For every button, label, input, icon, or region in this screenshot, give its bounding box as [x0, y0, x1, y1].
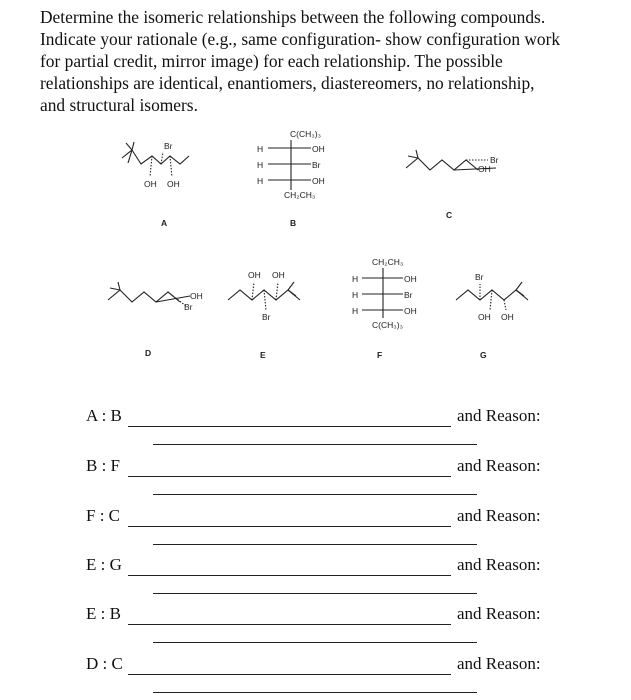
reason-blank[interactable]: [153, 692, 477, 693]
b-h3: H: [257, 176, 264, 186]
f-g2: Br: [404, 290, 413, 300]
question-line: Indicate your rationale (e.g., same configuration- show configuration work: [40, 29, 561, 49]
compound-f-label: F: [377, 350, 383, 360]
f-bottom-group: C(CH₃)₃: [372, 320, 403, 330]
relationship-blank[interactable]: [128, 674, 451, 675]
relationship-blank[interactable]: [128, 476, 451, 477]
c-oh-label: OH: [478, 164, 491, 174]
relationship-blank[interactable]: [128, 624, 451, 625]
question-line: Determine the isomeric relationships between the following compounds.: [40, 7, 546, 27]
a-br-label: Br: [164, 141, 173, 151]
reason-label: and Reason:: [457, 506, 541, 525]
question-line: relationships are identical, enantiomers, diastereomers, no relationship,: [40, 73, 535, 93]
answer-row: [0, 604, 631, 644]
g-br-label: Br: [475, 272, 484, 282]
b-h1: H: [257, 144, 264, 154]
reason-label: and Reason:: [457, 456, 541, 475]
question-line: for partial credit, mirror image) for each relationship. The possible: [40, 51, 503, 71]
pair-label: F : C: [86, 506, 121, 525]
f-g1: OH: [404, 274, 417, 284]
reason-blank[interactable]: [153, 494, 477, 495]
b-g1: OH: [312, 144, 325, 154]
reason-label: and Reason:: [457, 654, 541, 673]
compound-d-label: D: [145, 348, 152, 358]
b-g2: Br: [312, 160, 321, 170]
compound-e-label: E: [260, 350, 266, 360]
reason-blank[interactable]: [153, 593, 477, 594]
compound-b-label: B: [290, 218, 297, 228]
compound-e-structure: [228, 282, 300, 310]
a-oh2-label: OH: [167, 179, 180, 189]
reason-label: and Reason:: [457, 604, 541, 623]
f-h2: H: [352, 290, 359, 300]
g-oh1-label: OH: [478, 312, 491, 322]
pair-label: A : B: [86, 406, 122, 425]
d-br-label: Br: [184, 302, 193, 312]
e-oh1-label: OH: [248, 270, 261, 280]
compound-a-structure: [122, 142, 189, 177]
compound-b-structure: [268, 140, 311, 190]
b-bottom-group: CH₂CH₃: [284, 190, 316, 200]
compound-d-structure: [108, 282, 190, 306]
pair-label: B : F: [86, 456, 121, 475]
compound-f-structure: [362, 268, 403, 318]
question-line: and structural isomers.: [40, 95, 198, 115]
d-oh-label: OH: [190, 291, 203, 301]
reason-blank[interactable]: [153, 544, 477, 545]
c-br-label: Br: [490, 155, 499, 165]
reason-label: and Reason:: [457, 406, 541, 425]
compound-g-structure: [456, 282, 528, 310]
relationship-blank[interactable]: [128, 526, 451, 527]
b-g3: OH: [312, 176, 325, 186]
f-g3: OH: [404, 306, 417, 316]
relationship-blank[interactable]: [128, 575, 451, 576]
e-oh2-label: OH: [272, 270, 285, 280]
answer-row: [0, 506, 631, 546]
b-top-group: C(CH₃)₃: [290, 129, 321, 139]
compound-a-label: A: [161, 218, 168, 228]
reason-blank[interactable]: [153, 642, 477, 643]
answer-row: [0, 456, 631, 496]
compound-g-label: G: [480, 350, 487, 360]
answer-row: [0, 406, 631, 446]
reason-label: and Reason:: [457, 555, 541, 574]
f-top-group: CH₂CH₃: [372, 257, 404, 267]
pair-label: E : B: [86, 604, 121, 623]
f-h1: H: [352, 274, 359, 284]
pair-label: D : C: [86, 654, 123, 673]
e-br-label: Br: [262, 312, 271, 322]
compound-c-label: C: [446, 210, 453, 220]
pair-label: E : G: [86, 555, 122, 574]
g-oh2-label: OH: [501, 312, 514, 322]
answer-row: [0, 654, 631, 694]
f-h3: H: [352, 306, 359, 316]
answer-row: [0, 555, 631, 595]
relationship-blank[interactable]: [128, 426, 451, 427]
b-h2: H: [257, 160, 264, 170]
reason-blank[interactable]: [153, 444, 477, 445]
a-oh1-label: OH: [144, 179, 157, 189]
